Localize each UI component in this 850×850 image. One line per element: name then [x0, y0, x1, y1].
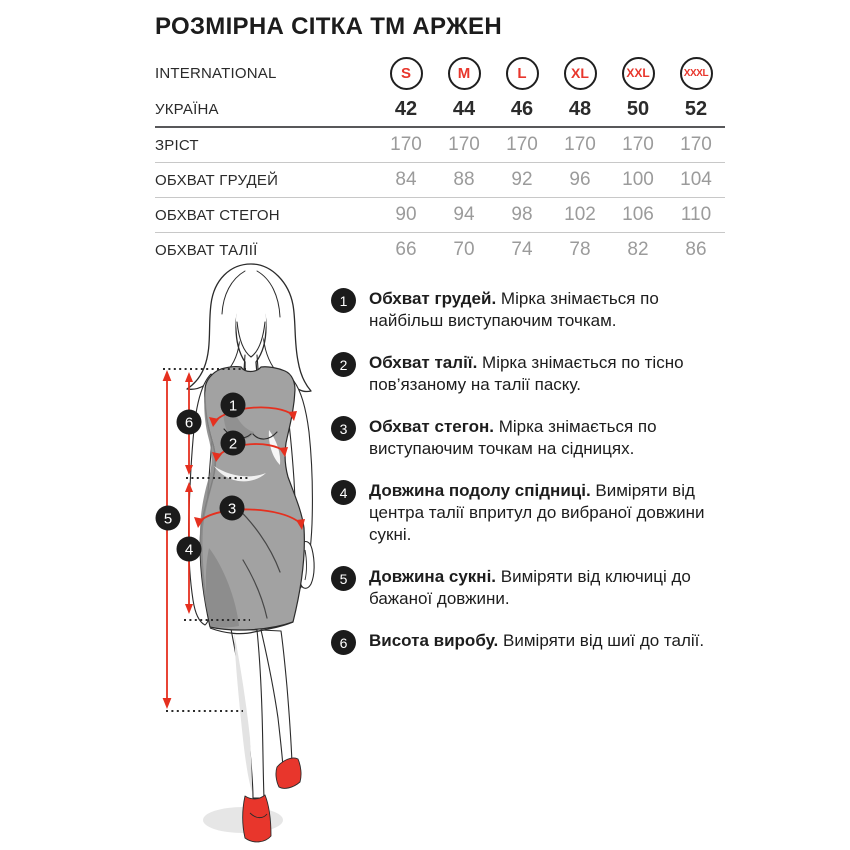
size-table	[155, 54, 725, 267]
table-row-waist: ОБХВАТ ТАЛІЇ 66 70 74 78 82 86	[155, 232, 725, 267]
measurement-legend	[331, 288, 735, 675]
svg-text:6: 6	[184, 414, 194, 432]
legend-number-badge: 4	[331, 480, 356, 505]
legend-term: Висота виробу.	[369, 631, 499, 650]
legend-number-badge: 2	[331, 352, 356, 377]
legend-number-badge: 5	[331, 566, 356, 591]
size-badge: XXL	[622, 57, 655, 90]
value-cell: 82	[627, 239, 649, 260]
legend-term: Обхват грудей.	[369, 289, 497, 308]
front-shoe	[243, 795, 271, 842]
size-badge: L	[506, 57, 539, 90]
value-cell: 88	[453, 169, 475, 190]
value-cell: 70	[453, 239, 475, 260]
size-badge: S	[390, 57, 423, 90]
legend-term: Довжина сукні.	[369, 567, 497, 586]
legend-number-badge: 3	[331, 416, 356, 441]
value-cell: 104	[680, 169, 712, 190]
value-cell: 170	[448, 134, 480, 155]
value-cell: 84	[395, 169, 417, 190]
legend-term: Довжина подолу спідниці.	[369, 481, 591, 500]
legend-description: Мірка знімається по тісно пов’язаному на талії паску.	[369, 353, 684, 394]
value-cell: 170	[390, 134, 422, 155]
legend-item-dress-length	[331, 566, 735, 610]
value-cell: 96	[569, 169, 591, 190]
back-shoe	[276, 758, 301, 788]
ukraine-label: УКРАЇНА	[155, 100, 219, 118]
ukraine-size-cell: 52	[684, 97, 708, 120]
legend-term: Обхват талії.	[369, 353, 478, 372]
legend-item-hips	[331, 416, 735, 460]
value-cell: 98	[511, 204, 533, 225]
value-cell: 170	[680, 134, 712, 155]
ukraine-size-cell: 44	[452, 97, 476, 120]
legend-number-badge: 1	[331, 288, 356, 313]
value-cell: 86	[685, 239, 707, 260]
legend-description: Виміряти від ключиці до бажаної довжини.	[369, 567, 691, 608]
value-cell: 170	[506, 134, 538, 155]
legend-term: Обхват стегон.	[369, 417, 494, 436]
value-cell: 100	[622, 169, 654, 190]
ukraine-size-cell: 48	[568, 97, 592, 120]
size-badge: XL	[564, 57, 597, 90]
value-cell: 90	[395, 204, 417, 225]
table-row-chest: ОБХВАТ ГРУДЕЙ 84 88 92 96 100 104	[155, 162, 725, 197]
legend-description: Виміряти від шиї до талії.	[503, 631, 705, 650]
value-cell: 94	[453, 204, 475, 225]
value-cell: 74	[511, 239, 533, 260]
value-cell: 78	[569, 239, 591, 260]
legend-item-chest	[331, 288, 735, 332]
svg-text:4: 4	[184, 541, 194, 559]
legend-number-badge: 6	[331, 630, 356, 655]
page-title: РОЗМІРНА СІТКА ТМ АРЖЕН	[155, 13, 502, 40]
svg-text:3: 3	[227, 500, 237, 518]
legend-item-skirt-length	[331, 480, 735, 546]
value-cell: 102	[564, 204, 596, 225]
table-row-international	[155, 54, 725, 92]
svg-text:2: 2	[228, 435, 238, 453]
legend-description: Виміряти від центра талії впритул до вибраної довжини сукні.	[369, 481, 705, 544]
ukraine-size-cell: 46	[510, 97, 534, 120]
international-label: INTERNATIONAL	[155, 64, 277, 82]
value-cell: 110	[680, 204, 712, 225]
value-cell: 170	[564, 134, 596, 155]
dress	[200, 367, 305, 634]
table-row-height: ЗРІСТ 170 170 170 170 170 170	[155, 134, 712, 155]
size-badge: M	[448, 57, 481, 90]
legend-item-waist	[331, 352, 735, 396]
value-cell: 92	[511, 169, 533, 190]
svg-text:1: 1	[228, 397, 238, 415]
figure-illustration	[145, 260, 340, 850]
ukraine-size-cell: 42	[394, 97, 418, 120]
table-row-ukraine	[155, 92, 725, 126]
legend-description: Мірка знімається по виступаючим точкам на сідницях.	[369, 417, 657, 458]
value-cell: 66	[395, 239, 417, 260]
table-row-hips: ОБХВАТ СТЕГОН 90 94 98 102 106 110	[155, 197, 725, 232]
value-cell: 106	[622, 204, 654, 225]
value-cell: 170	[622, 134, 654, 155]
svg-text:5: 5	[163, 510, 173, 528]
size-badge: XXXL	[680, 57, 713, 90]
ukraine-size-cell: 50	[626, 97, 650, 120]
measurements-body	[155, 126, 725, 267]
legend-description: Мірка знімається по найбільш виступаючим точкам.	[369, 289, 659, 330]
legend-item-bodice-height	[331, 630, 735, 655]
